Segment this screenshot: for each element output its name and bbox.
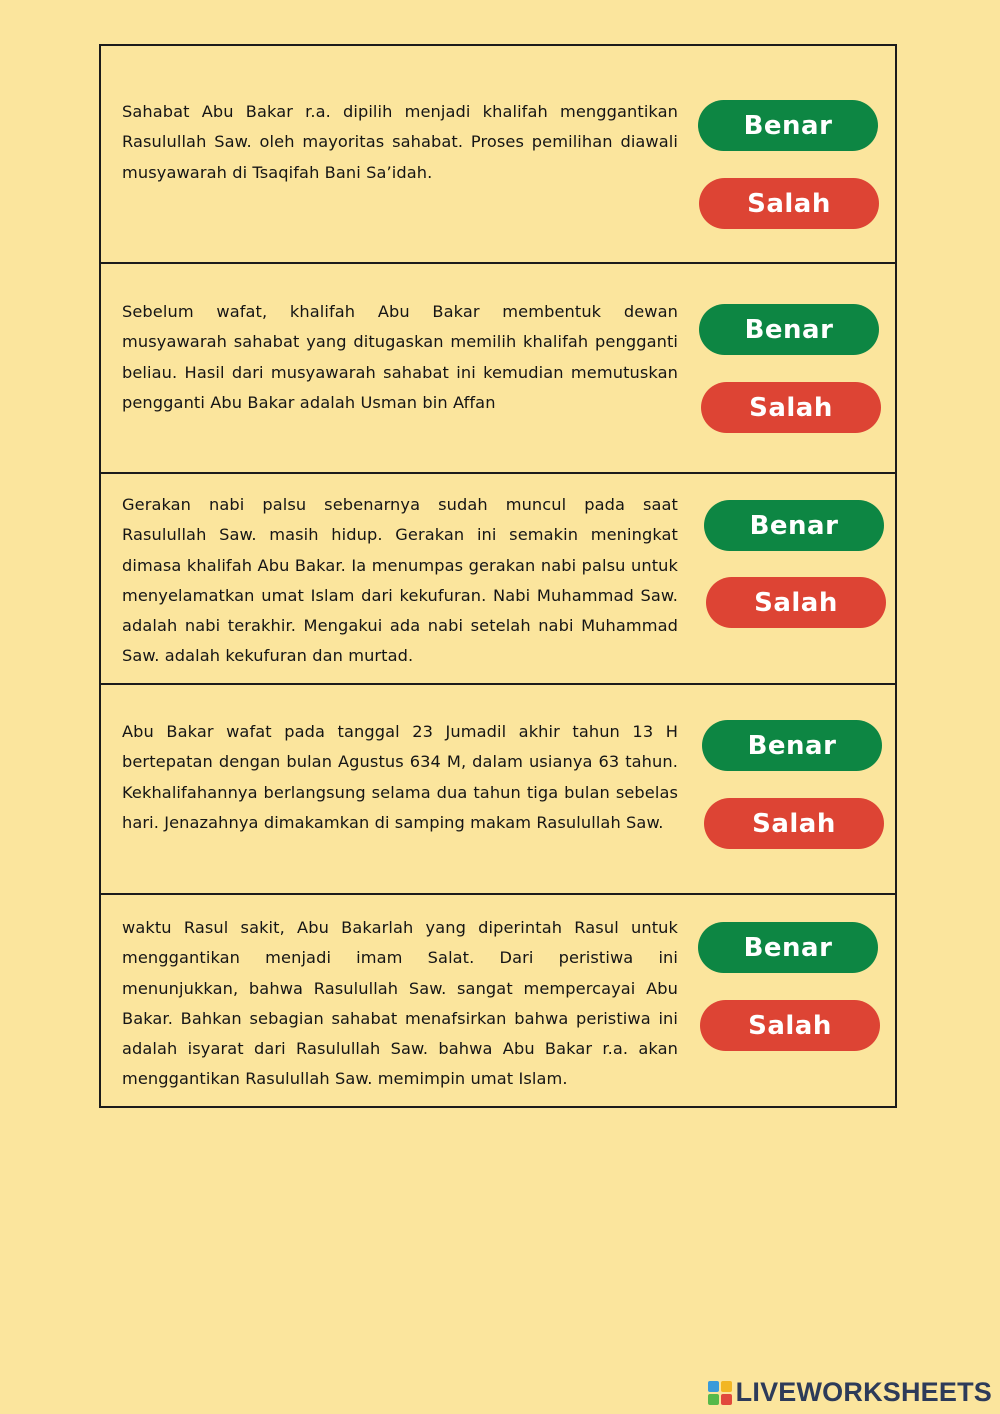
question-table	[99, 44, 897, 1108]
benar-button[interactable]: Benar	[698, 100, 878, 151]
benar-button[interactable]: Benar	[702, 720, 882, 771]
liveworksheets-logo	[708, 1377, 992, 1408]
question-text: Gerakan nabi palsu sebenarnya sudah muncul pada saat Rasulullah Saw. masih hidup. Gerakan ini semakin meningkat dimasa khalifah Abu Bakar. Ia menumpas gerakan nabi palsu untuk menyelamatkan umat Islam dari kekufuran. Nabi Muhammad Saw. adalah nabi terakhir. Mengakui ada nabi setelah nabi Muhammad Saw. adalah kekufuran dan murtad.	[122, 495, 678, 666]
liveworksheets-logo-icon	[708, 1381, 732, 1405]
question-row-3	[101, 474, 895, 685]
question-text: Sahabat Abu Bakar r.a. dipilih menjadi khalifah menggantikan Rasulullah Saw. oleh mayoritas sahabat. Proses pemilihan diawali musyawarah di Tsaqifah Bani Sa’idah.	[122, 102, 678, 182]
question-text: Abu Bakar wafat pada tanggal 23 Jumadil akhir tahun 13 H bertepatan dengan bulan Agustus 634 M, dalam usianya 63 tahun. Kekhalifahannya berlangsung selama dua tahun tiga bulan sebelas hari. Jenazahnya dimakamkan di samping makam Rasulullah Saw.	[122, 722, 678, 832]
salah-button[interactable]: Salah	[700, 1000, 880, 1051]
question-text: Sebelum wafat, khalifah Abu Bakar membentuk dewan musyawarah sahabat yang ditugaskan memilih khalifah pengganti beliau. Hasil dari musyawarah sahabat ini kemudian memutuskan pengganti Abu Bakar adalah Usman bin Affan	[122, 302, 678, 412]
benar-button[interactable]: Benar	[704, 500, 884, 551]
question-row-5	[101, 895, 895, 1106]
brand-name: LIVEWORKSHEETS	[735, 1377, 992, 1407]
salah-button[interactable]: Salah	[704, 798, 884, 849]
benar-button[interactable]: Benar	[698, 922, 878, 973]
benar-button[interactable]: Benar	[699, 304, 879, 355]
question-row-2	[101, 264, 895, 474]
question-row-4	[101, 685, 895, 895]
salah-button[interactable]: Salah	[699, 178, 879, 229]
question-text: waktu Rasul sakit, Abu Bakarlah yang diperintah Rasul untuk menggantikan menjadi imam Salat. Dari peristiwa ini menunjukkan, bahwa Rasulullah Saw. sangat mempercayai Abu Bakar. Bahkan sebagian sahabat menafsirkan bahwa peristiwa ini adalah isyarat dari Rasulullah Saw. bahwa Abu Bakar r.a. akan menggantikan Rasulullah Saw. memimpin umat Islam.	[122, 918, 678, 1089]
question-row-1	[101, 46, 895, 264]
salah-button[interactable]: Salah	[706, 577, 886, 628]
salah-button[interactable]: Salah	[701, 382, 881, 433]
